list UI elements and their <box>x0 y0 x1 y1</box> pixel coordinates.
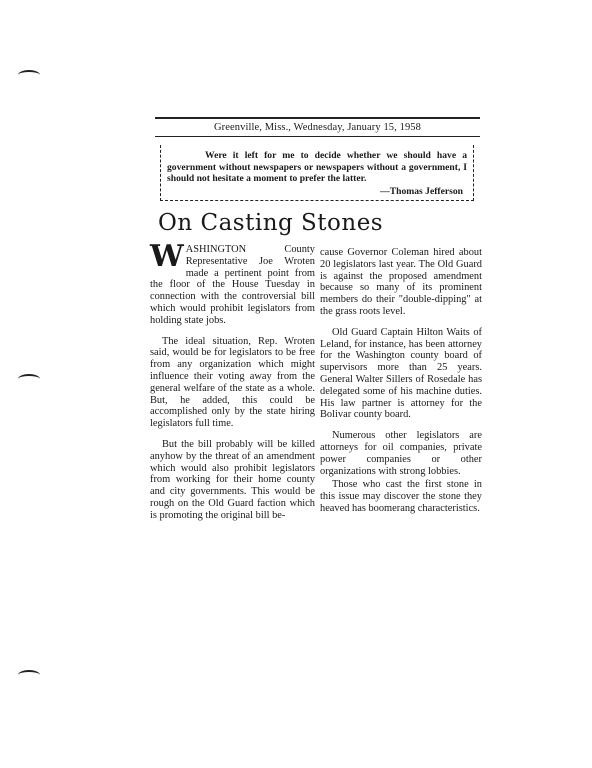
dateline-bottom-rule <box>155 136 480 137</box>
article-column-left <box>150 239 315 531</box>
editorial-headline: On Casting Stones <box>158 210 384 236</box>
punch-hole-mark-bottom <box>18 670 40 680</box>
article-paragraph-2: The ideal situation, Rep. Wroten said, would be for legislators to be free from any organization which might influence their voting away from the general welfare of the state as a whole. But, he added, this could be accomplished only by the state hiring legislators full time. <box>150 335 315 430</box>
article-paragraph-7: Those who cast the first stone in this issue may discover the stone they heaved has boomerang characteristics. <box>320 479 482 514</box>
article-paragraph-1 <box>150 239 315 327</box>
article-column-right <box>320 247 482 524</box>
article-paragraph-3: But the bill probably will be killed anyhow by the threat of an amendment which would also prohibit legislators from working for their home county and city governments. This would be rough on the Old Guard faction which is promoting the original bill be- <box>150 438 315 521</box>
drop-cap: W <box>150 239 184 274</box>
masthead-quote-box <box>160 145 474 201</box>
article-paragraph-4: cause Governor Coleman hired about 20 legislators last year. The Old Guard is against the proposed amendment because so many of its prominent members do their "double-dipping" at the grass roots level. <box>320 247 482 317</box>
article-paragraph-6: Numerous other legislators are attorneys for oil companies, private power companies or other organizations with strong lobbies. <box>320 430 482 477</box>
quote-text: Were it left for me to decide whether we should have a government without newspapers or newspapers without a government, I should not hesitate a moment to prefer the latter. <box>167 150 467 185</box>
quote-attribution: —Thomas Jefferson <box>380 185 463 197</box>
dateline: Greenville, Miss., Wednesday, January 15, 1958 <box>213 122 421 133</box>
article-paragraph-1-text: ASHINGTON County Representative Joe Wroten made a pertinent point from the floor of the House Tuesday in connection with the controversial bill which would prohibit legislators from holding state jobs. <box>150 244 315 326</box>
punch-hole-mark-middle <box>18 374 40 384</box>
dateline-bar <box>155 117 480 137</box>
article-paragraph-5: Old Guard Captain Hilton Waits of Leland, for instance, has been attorney for the Washington county board of supervisors more than 25 years. General Walter Sillers of Rosedale has delegated some of his machine duties. His law partner is attorney for the Bolivar county board. <box>320 326 482 421</box>
punch-hole-mark-top <box>18 70 40 80</box>
